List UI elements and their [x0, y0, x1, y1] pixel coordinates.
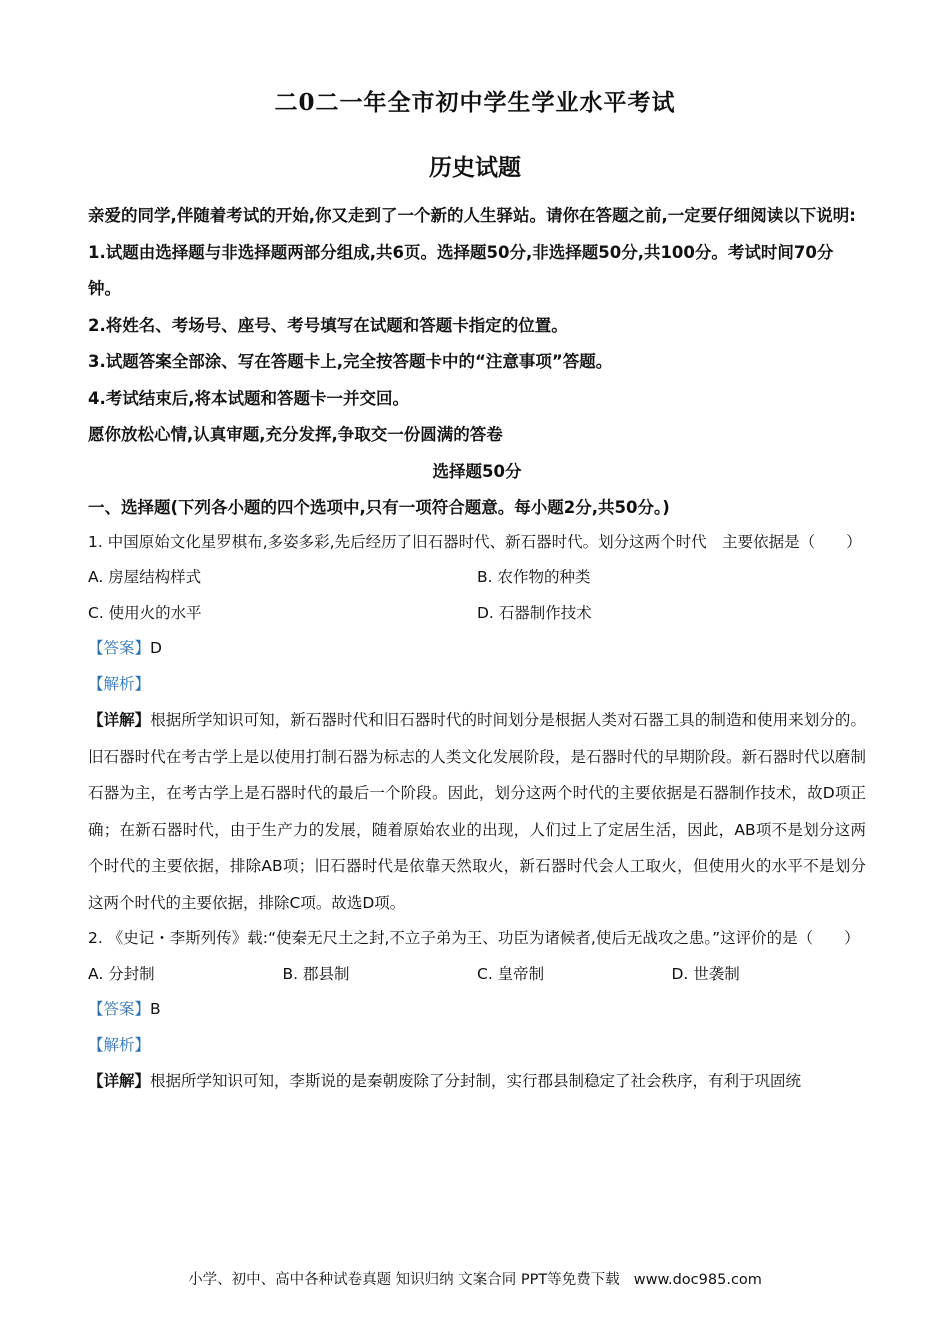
exam-subtitle: 历史试题 [429, 154, 521, 181]
footer-site-link[interactable]: www.doc985.com [633, 1272, 762, 1288]
option-b: B. 农作物的种类 [477, 568, 591, 586]
option-a: A. 分封制 [88, 964, 155, 983]
question-stem: 2. 《史记・李斯列传》载:“使秦无尺土之封,不立子弟为王、功臣为诸候者,使后无战攻之患。”这评价的是（ ） [88, 929, 860, 947]
option-a: A. 房屋结构样式 [88, 568, 202, 586]
answer-value: D [150, 639, 162, 657]
detail-text: 根据所学知识可知，新石器时代和旧石器时代的时间划分是根据人类对石器工具的制造和使用来划分的。旧石器时代在考古学上是以使用打制石器为标志的人类文化发展阶段，是石器时代的早期阶段。新石器时代以磨制石器为主，在考古学上是石器时代的最后一个阶段。因此，划分这两个时代的主要依据是石器制作技术，故D项正确；在新石器时代，由于生产力的发展，随着原始农业的出现，人们过上了定居生活，因此，AB项不是划分这两个时代的主要依据，排除AB项；旧石器时代是依靠天然取火，新石器时代会人工取火，但使用火的水平不是划分这两个时代的主要依据，排除C项。故选D项。 [88, 711, 866, 912]
detail-tag: 【详解】 [88, 711, 151, 729]
instruction-item: 2.将姓名、考场号、座号、考号填写在试题和答题卡指定的位置。 [88, 315, 568, 335]
instructions-closing: 愿你放松心情,认真审题,充分发挥,争取交一份圆满的答卷 [88, 425, 503, 444]
option-c: C. 使用火的水平 [88, 603, 202, 622]
instruction-item: 3.试题答案全部涂、写在答题卡上,完全按答题卡中的“注意事项”答题。 [88, 352, 613, 371]
option-c: C. 皇帝制 [477, 964, 545, 983]
page-footer [0, 1268, 950, 1289]
option-d: D. 石器制作技术 [477, 603, 592, 622]
answer-tag: 【答案】 [88, 639, 151, 657]
answer-value: B [150, 1000, 161, 1018]
question-1 [88, 525, 866, 922]
detail-paragraph [88, 702, 866, 921]
analysis-tag: 【解析】 [88, 674, 151, 693]
question-options [88, 957, 866, 993]
instructions [88, 198, 866, 454]
instruction-item: 4.考试结束后,将本试题和答题卡一并交回。 [88, 388, 410, 408]
answer-line [88, 992, 866, 1028]
question-stem: 1. 中国原始文化星罗棋布,多姿多彩,先后经历了旧石器时代、新石器时代。划分这两个时代 主要依据是（ ） [88, 532, 862, 551]
exam-title: 二0二一年全市初中学生学业水平考试 [274, 89, 676, 116]
answer-line [88, 631, 866, 667]
section-label: 选择题50分 [432, 461, 522, 481]
detail-text: 根据所学知识可知，李斯说的是秦朝废除了分封制，实行郡县制稳定了社会秩序，有利于巩固统 [150, 1072, 802, 1090]
detail-tag: 【详解】 [88, 1072, 151, 1090]
question-2 [88, 921, 866, 1100]
option-d: D. 世袭制 [671, 964, 740, 983]
analysis-tag: 【解析】 [88, 1035, 151, 1054]
instructions-greeting: 亲爱的同学,伴随着考试的开始,你又走到了一个新的人生驿站。请你在答题之前,一定要仔细阅读以下说明: [88, 206, 856, 225]
detail-paragraph [88, 1063, 866, 1100]
answer-tag: 【答案】 [88, 1000, 151, 1018]
option-b: B. 郡县制 [282, 964, 350, 983]
page-content [88, 198, 866, 1100]
question-options [88, 560, 866, 631]
section-heading: 一、选择题(下列各小题的四个选项中,只有一项符合题意。每小题2分,共50分。) [88, 497, 670, 517]
instruction-item: 1.试题由选择题与非选择题两部分组成,共6页。选择题50分,非选择题50分,共100分。考试时间70分钟。 [88, 242, 834, 298]
footer-text: 小学、初中、高中各种试卷真题 知识归纳 文案合同 PPT等免费下载 [188, 1272, 620, 1288]
